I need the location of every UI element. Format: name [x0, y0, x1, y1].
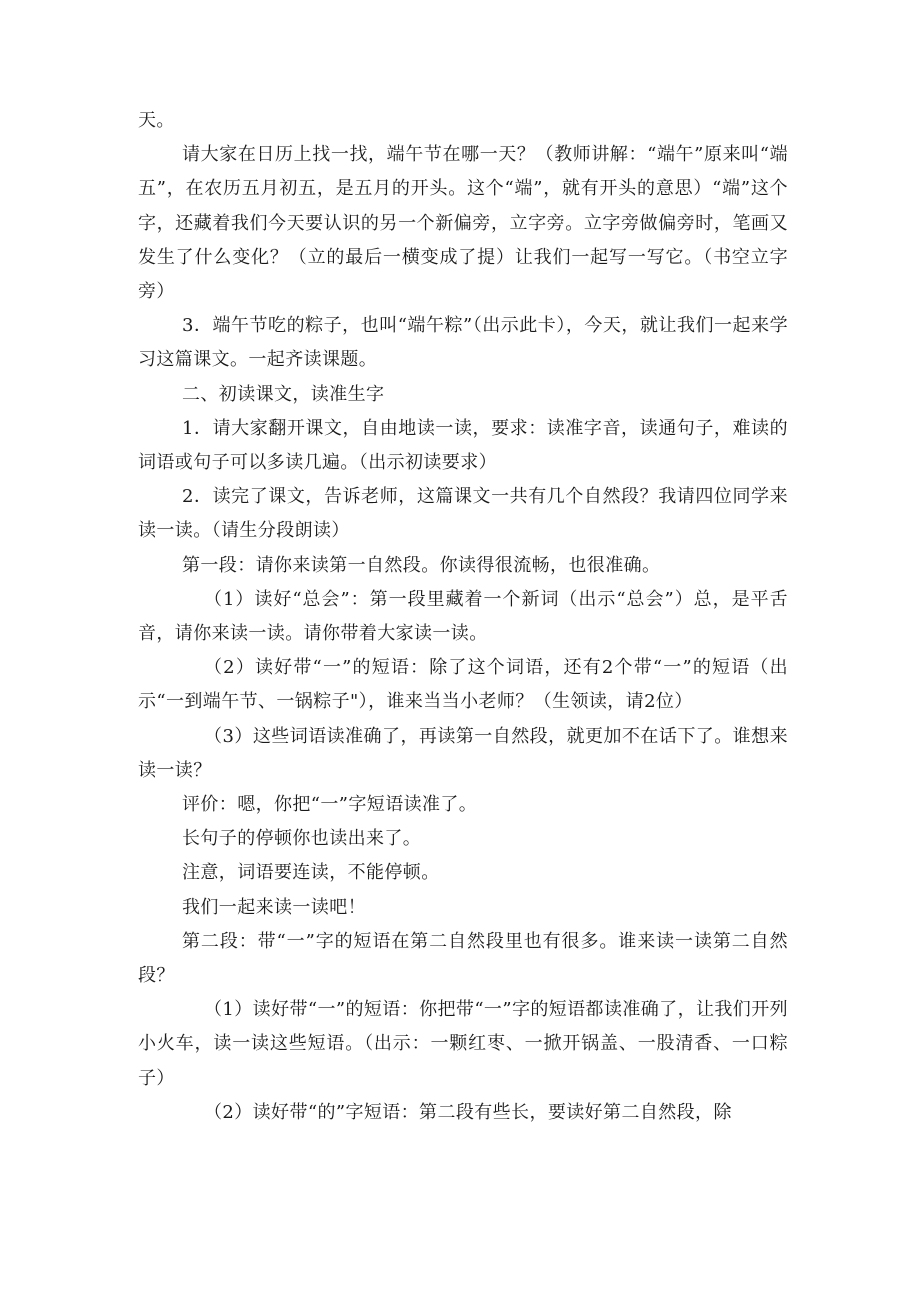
paragraph-10: （3）这些词语读准确了，再读第一自然段，就更加不在话下了。谁想来读一读？ — [138, 725, 788, 781]
paragraph-15: 第二段：带“一”字的短语在第二自然段里也有很多。谁来读一读第二自然段？ — [138, 930, 788, 987]
paragraph-6: 2．读完了课文，告诉老师，这篇课文一共有几个自然段？我请四位同学来读一读。（请生分段朗读） — [138, 486, 788, 542]
section-heading: 二、初读课文，读准生字 — [182, 383, 385, 405]
paragraph-7: 第一段：请你来读第一自然段。你读得很流畅，也很准确。 — [182, 554, 661, 576]
document-page — [138, 104, 788, 1130]
paragraph-17: （2）读好带“的”字短语：第二段有些长，要读好第二自然段，除 — [204, 1101, 732, 1123]
paragraph-9: （2）读好带“一”的短语：除了这个词语，还有2个带“一”的短语（出示“一到端午节、一锅粽子"），谁来当当小老师？（生领读，请2位） — [138, 657, 788, 713]
paragraph-3: 3．端午节吃的粽子，也叫“端午粽”（出示此卡），今天，就让我们一起来学习这篇课文。一起齐读课题。 — [138, 315, 788, 371]
paragraph-13: 注意，词语要连读，不能停顿。 — [182, 862, 440, 884]
paragraph-12: 长句子的停顿你也读出来了。 — [182, 828, 422, 850]
paragraph-5: 1．请大家翻开课文，自由地读一读，要求：读准字音，读通句子，难读的词语或句子可以多读几遍。（出示初读要求） — [138, 417, 788, 474]
paragraph-8: （1）读好“总会”：第一段里藏着一个新词（出示“总会”）总，是平舌音，请你来读一读。请你带着大家读一读。 — [138, 588, 788, 645]
paragraph-2: 请大家在日历上找一找，端午节在哪一天？（教师讲解：“端午”原来叫“端五”，在农历五月初五，是五月的开头。这个“端”，就有开头的意思）“端”这个字，还藏着我们今天要认识的另一个新偏旁，立字旁。立字旁做偏旁时，笔画又发生了什么变化？（立的最后一横变成了提）让我们一起写一写它。（书空立字旁） — [138, 144, 788, 303]
paragraph-1: 天。 — [138, 110, 175, 131]
paragraph-16: （1）读好带“一”的短语：你把带“一”字的短语都读准确了，让我们开列小火车，读一读这些短语。（出示：一颗红枣、一掀开锅盖、一股清香、一口粽子） — [138, 999, 788, 1089]
paragraph-14: 我们一起来读一读吧！ — [182, 896, 366, 918]
paragraph-11: 评价：嗯，你把“一”字短语读准了。 — [182, 794, 478, 816]
